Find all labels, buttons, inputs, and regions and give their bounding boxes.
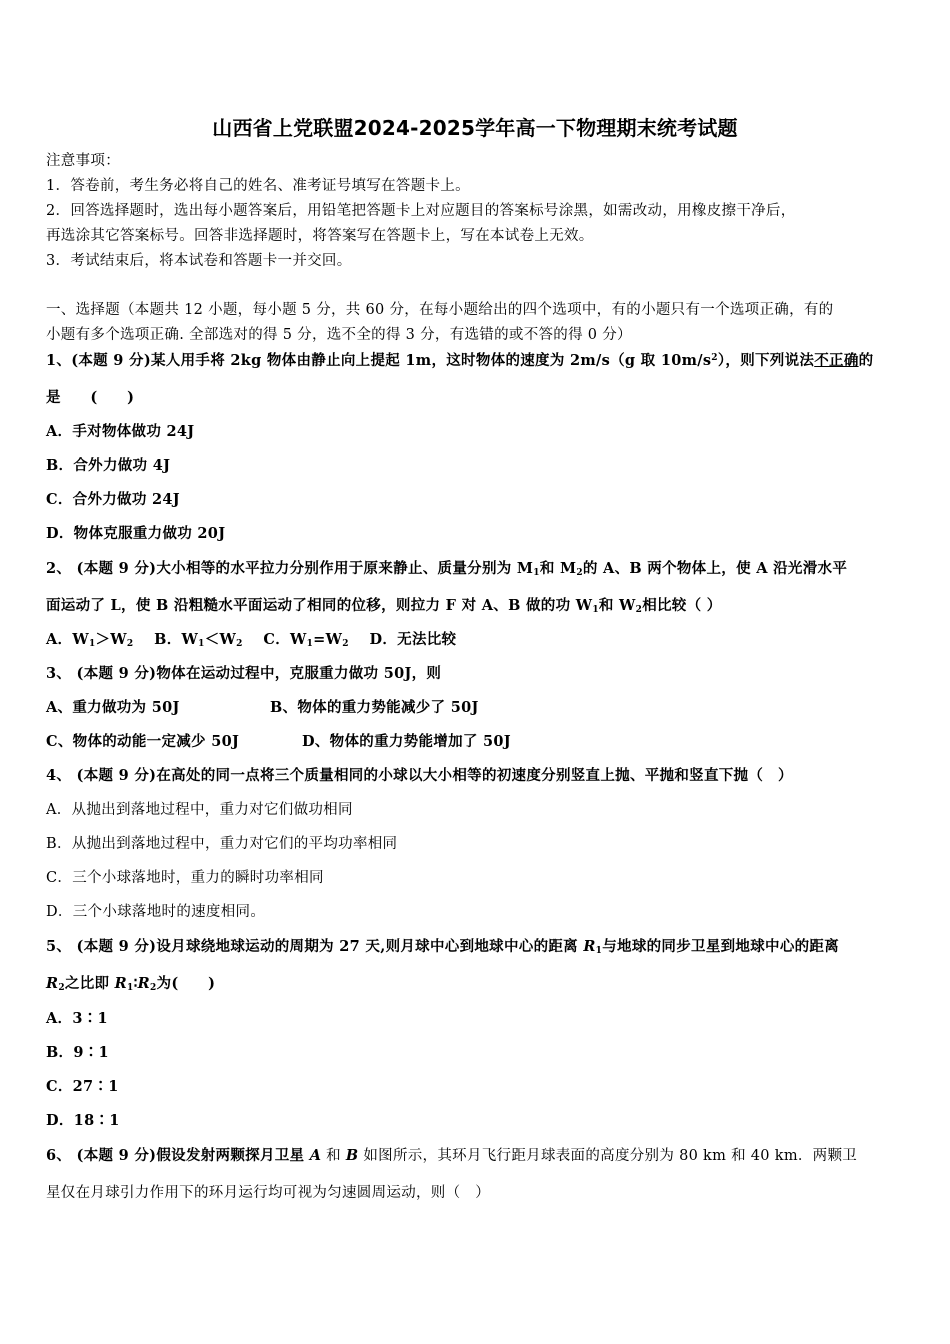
q4-option-d: D．三个小球落地时的速度相同。 xyxy=(46,904,266,920)
q3-option-b: B、物体的重力势能减少了 50J xyxy=(270,699,479,716)
q4-option-a: A．从抛出到落地过程中，重力对它们做功相同 xyxy=(46,802,353,818)
q2-options xyxy=(46,630,906,650)
notice-heading: 注意事项： xyxy=(46,153,120,169)
q3-option-a: A、重力做功为 50J xyxy=(46,699,180,716)
q2-option-a: A．$W_1>W_2$ xyxy=(46,631,134,649)
q4-option-c: C．三个小球落地时，重力的瞬时功率相同 xyxy=(46,870,324,886)
q2-stem-line-1: 2、 (本题 9 分)大小相等的水平拉力分别作用于原来静止、质量分别为 $M_1$和 $M_2$的 A、B 两个物体上，使 A 沿光滑水平 xyxy=(46,560,848,578)
q4-option-b: B．从抛出到落地过程中，重力对它们的平均功率相同 xyxy=(46,836,398,852)
section-intro-line-1: 一、选择题（本题共 12 小题，每小题 5 分，共 60 分，在每小题给出的四个选项中，有的小题只有一个选项正确，有的 xyxy=(46,302,834,318)
q5-option-d: D．18∶1 xyxy=(46,1112,120,1129)
q6-stem-line-1: 6、 (本题 9 分)假设发射两颗探月卫星 A 和 B 如图所示，其环月飞行距月球表面的高度分别为 80 km 和 40 km．两颗卫 xyxy=(46,1147,858,1164)
q1-option-a: A．手对物体做功 24J xyxy=(46,423,195,440)
q2-option-d: D．无法比较 xyxy=(369,631,457,648)
q1-stem: 1、(本题 9 分)某人用手将 2kg 物体由静止向上提起 1m，这时物体的速度为 2m/s（g 取 $10m/s^2$），则下列说法不正确的 xyxy=(46,352,874,369)
page-title: 山西省上党联盟2024-2025学年高一下物理期末统考试题 xyxy=(212,116,738,140)
q1-option-d: D．物体克服重力做功 20J xyxy=(46,525,226,542)
q1-option-c: C．合外力做功 24J xyxy=(46,491,180,508)
q1-emphasis: 不正确 xyxy=(814,352,859,369)
q3-stem: 3、 (本题 9 分)物体在运动过程中，克服重力做功 50J，则 xyxy=(46,665,442,682)
q1-option-b: B．合外力做功 4J xyxy=(46,457,171,474)
notice-item-2: 2．回答选择题时，选出每小题答案后，用铅笔把答题卡上对应题目的答案标号涂黑，如需改动，用橡皮擦干净后， xyxy=(46,203,796,219)
q5-option-b: B．9∶1 xyxy=(46,1044,109,1061)
q3-options-row-1 xyxy=(46,698,906,718)
q3-option-c: C、物体的动能一定减少 50J xyxy=(46,733,240,750)
q5-stem-line-1: 5、 (本题 9 分)设月球绕地球运动的周期为 27 天,则月球中心到地球中心的距离 $R_1$与地球的同步卫星到地球中心的距离 xyxy=(46,938,840,956)
q4-stem: 4、 (本题 9 分)在高处的同一点将三个质量相同的小球以大小相等的初速度分别竖直上抛、平抛和竖直下抛（ ） xyxy=(46,767,793,784)
q1-stem-tail: 是 ( ) xyxy=(46,389,135,406)
notice-item-3: 3．考试结束后，将本试卷和答题卡一并交回。 xyxy=(46,253,352,269)
q3-option-d: D、物体的重力势能增加了 50J xyxy=(302,733,511,750)
section-intro-line-2: 小题有多个选项正确. 全部选对的得 5 分，选不全的得 3 分，有选错的或不答的得 0 分） xyxy=(46,327,632,343)
q5-option-a: A．3∶1 xyxy=(46,1010,108,1027)
q2-stem-line-2: 面运动了 L，使 B 沿粗糙水平面运动了相同的位移，则拉力 F 对 A、B 做的功 $W_1$和 $W_2$相比较（ ） xyxy=(46,597,722,615)
q2-option-c: C．$W_1=W_2$ xyxy=(263,631,349,649)
notice-item-1: 1．答卷前，考生务必将自己的姓名、准考证号填写在答题卡上。 xyxy=(46,178,470,194)
q5-option-c: C．27∶1 xyxy=(46,1078,119,1095)
q2-option-b: B．$W_1<W_2$ xyxy=(154,631,243,649)
q6-stem-line-2: 星仅在月球引力作用下的环月运行均可视为匀速圆周运动，则（ ） xyxy=(46,1185,490,1201)
q3-options-row-2 xyxy=(46,732,906,752)
q5-stem-line-2: $R_2$之比即 $R_1∶R_2$为( ) xyxy=(46,975,216,993)
notice-item-2-cont: 再选涂其它答案标号。回答非选择题时，将答案写在答题卡上，写在本试卷上无效。 xyxy=(46,228,594,244)
